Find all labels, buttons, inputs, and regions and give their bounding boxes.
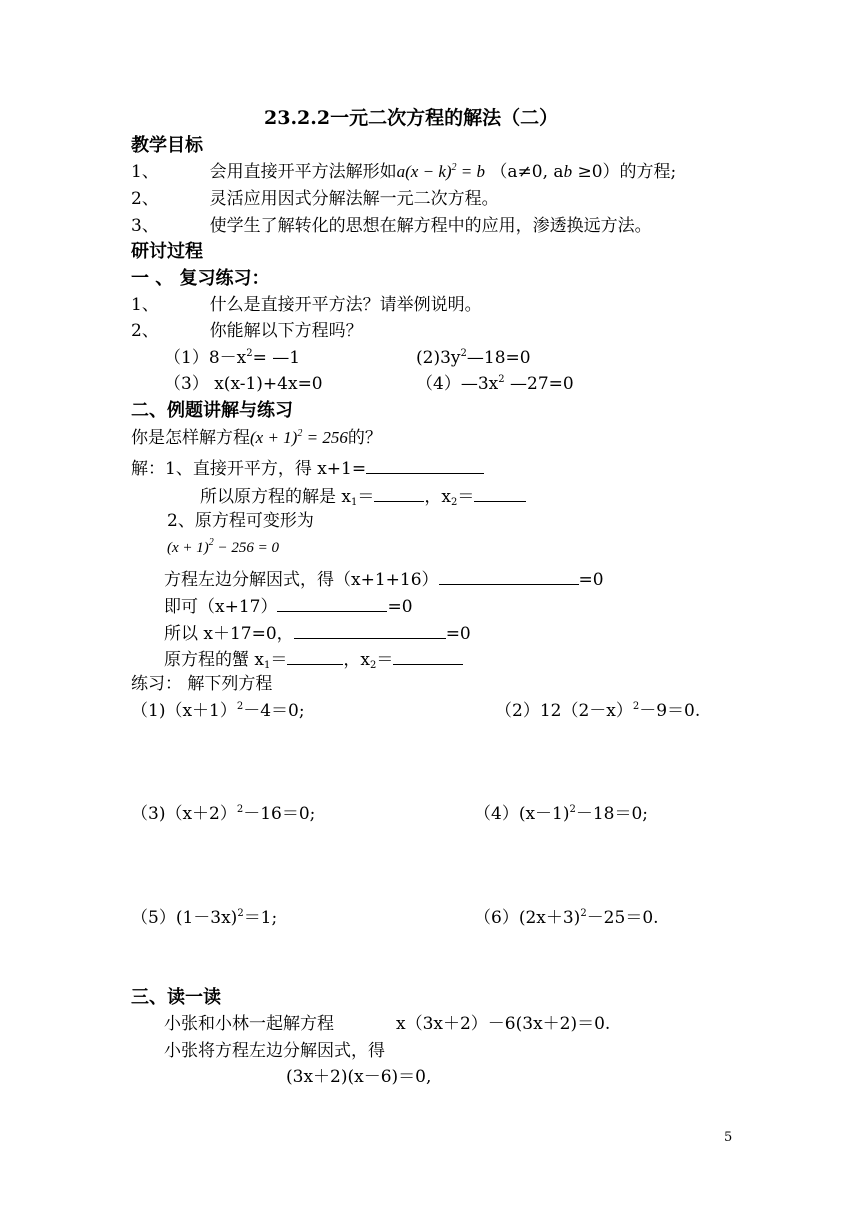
reading-line-2: 小张将方程左边分解因式，得 [164,1041,385,1061]
objective-2-text: 灵活应用因式分解法解一元二次方程。 [209,189,499,209]
reading-line-1: 小张和小林一起解方程 x（3x＋2）－6(3x＋2)＝0. [164,1014,611,1034]
reading-equation: x（3x＋2）－6(3x＋2)＝0. [396,1014,611,1034]
answer-blank-factor-2[interactable] [277,597,387,612]
practice-heading: 练习： 解下列方程 [131,674,273,694]
objective-3-text: 使学生了解转化的思想在解方程中的应用，渗透换远方法。 [209,216,652,236]
page-number: 5 [724,1130,733,1145]
review-question-1: 1、 什么是直接开平方法？请举例说明。 [131,295,482,315]
answer-blank-x1[interactable] [374,487,424,502]
objective-1-end: ≥0）的方程; [572,162,677,182]
objective-item-2: 2、 灵活应用因式分解法解一元二次方程。 [131,189,499,209]
solution-formula: $(x + 1)^2 - 256 = 0$ [167,537,280,556]
answer-blank-equation[interactable] [294,624,446,639]
reading-line-3: (3x＋2)(x－6)＝0, [286,1067,432,1087]
practice-problem-1: $(1)(x+1)^2-4=0$; [131,701,305,721]
process-heading: 研讨过程 [131,241,203,262]
review-heading: 一 、 复习练习： [131,268,270,289]
solution-step-3: 方程左边分解因式，得（x+1+16） =0 [164,570,604,590]
solution-step-1: 解：1、直接开平方，得 x+1= [131,459,484,478]
solution-step-1b: 所以原方程的解是 $x_1=$ ，$x_2=$ [200,487,526,506]
answer-blank-x2-final[interactable] [393,650,463,665]
example-formula: $(x + 1)^2 = 256$ [250,428,348,447]
solution-step-2: 2、原方程可变形为 [167,511,314,531]
solution-step-5: 所以 x＋17=0， =0 [164,624,471,644]
reading-heading: 三、读一读 [131,987,221,1008]
answer-blank-x1-final[interactable] [287,650,343,665]
objective-item-1: 1、 会用直接开平方法解形如$a(x - k)^2 = b$ （a≠0, ab ≥0）的方程; [131,162,677,182]
examples-heading: 二、例题讲解与练习 [131,400,293,421]
answer-blank-1[interactable] [366,459,484,474]
practice-problem-6: $(6)(2x+3)^2-25=0$. [474,908,659,928]
objectives-heading: 教学目标 [131,135,203,156]
example-question: 你是怎样解方程$(x + 1)^2 = 256$的？ [131,428,382,448]
review-equation-1: $(1)8-x^2=$ —1 [164,348,301,368]
review-equation-4: $(4)—3x^2$ —27=0 [416,374,574,394]
answer-blank-x2[interactable] [474,487,526,502]
answer-blank-factor[interactable] [439,570,579,585]
practice-problem-3: $(3)(x+2)^2-16=0$; [131,804,316,824]
objective-1-text: 会用直接开平方法解形如 [209,162,397,182]
practice-problem-4: $(4)(x-1)^2-18=0$; [474,804,649,824]
review-equation-3: （3） x(x-1)+4x=0 [164,374,323,394]
objective-1-number: 1、 [131,162,159,182]
objective-item-3: 3、 使学生了解转化的思想在解方程中的应用，渗透换远方法。 [131,216,652,236]
objective-1-condition: （a≠0, a [490,162,564,182]
solution-step-6: 原方程的蟹 $x_1=$ ，$x_2=$ [164,650,463,669]
review-equation-2: $(2)3y^2—18=0$ [416,348,531,368]
objective-1-formula: $a(x - k)^2 = b$ [396,162,486,181]
practice-problem-5: $(5)(1-3x)^2=1$; [131,908,278,928]
practice-problem-2: $(2)12(2-x)^2-9=0$. [495,701,701,721]
solution-step-4: 即可（x+17） =0 [164,597,413,617]
review-question-2: 2、 你能解以下方程吗？ [131,321,363,341]
page-title: 23.2.2一元二次方程的解法（二） [264,107,559,129]
